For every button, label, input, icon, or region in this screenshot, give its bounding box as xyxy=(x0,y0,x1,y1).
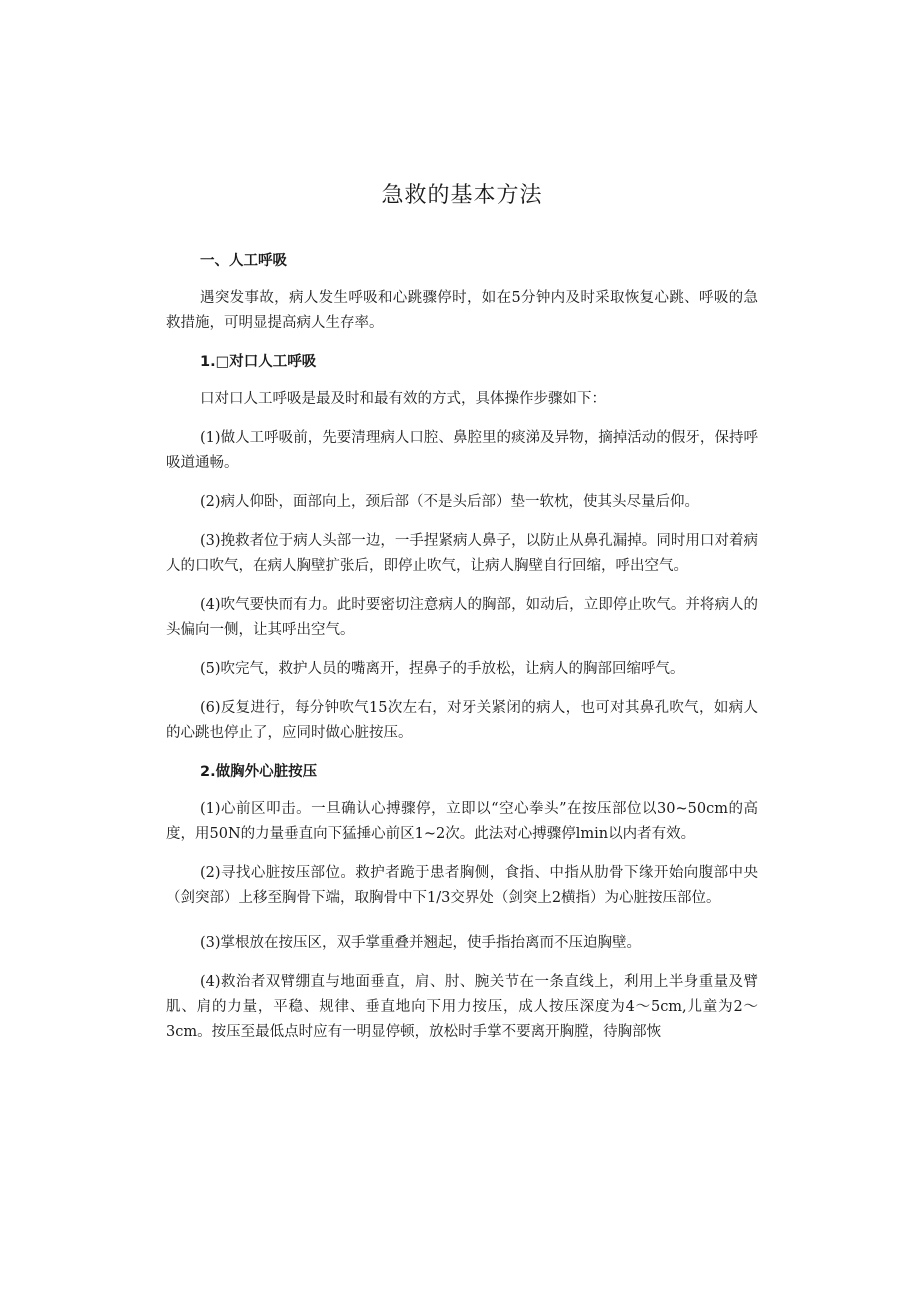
section-heading-artificial-respiration: 一、人工呼吸 xyxy=(200,253,287,269)
subsection-heading-mouth-to-mouth: 1.□对口人工呼吸 xyxy=(200,354,317,370)
document-title: 急救的基本方法 xyxy=(381,183,543,208)
subsection-intro-paragraph: 口对口人工呼吸是最及时和最有效的方式，具体操作步骤如下： xyxy=(200,391,606,407)
step-paragraph: (1)做人工呼吸前，先要清理病人口腔、鼻腔里的痰涕及异物，摘掉活动的假牙，保持呼吸道通畅。 xyxy=(166,430,758,471)
step-paragraph: (3)掌根放在按压区，双手掌重叠并翘起，使手指抬离而不压迫胸壁。 xyxy=(200,935,642,951)
step-paragraph: (2)病人仰卧，面部向上，颈后部（不是头后部）垫一软枕，使其头尽量后仰。 xyxy=(200,494,700,510)
subsection-heading-chest-compression: 2.做胸外心脏按压 xyxy=(200,764,318,780)
step-paragraph: (6)反复进行，每分钟吹气15次左右，对牙关紧闭的病人，也可对其鼻孔吹气，如病人的心跳也停止了，应同时做心脏按压。 xyxy=(166,700,758,741)
step-paragraph: (1)心前区叩击。一旦确认心搏骤停，立即以“空心拳头”在按压部位以30~50cm的高度，用50N的力量垂直向下猛捶心前区1~2次。此法对心搏骤停lmin以内者有效。 xyxy=(166,801,758,842)
section-intro-paragraph: 遇突发事故，病人发生呼吸和心跳骤停时，如在5分钟内及时采取恢复心跳、呼吸的急救措施，可明显提高病人生存率。 xyxy=(166,290,758,331)
document-content xyxy=(166,178,758,1059)
step-paragraph: (3)挽救者位于病人头部一边，一手捏紧病人鼻子，以防止从鼻孔漏掉。同时用口对着病人的口吹气，在病人胸壁扩张后，即停止吹气，让病人胸壁自行回缩，呼出空气。 xyxy=(166,533,758,574)
step-paragraph: (2)寻找心脏按压部位。救护者跪于患者胸侧，食指、中指从肋骨下缘开始向腹部中央（剑突部）上移至胸骨下端，取胸骨中下1/3交界处（剑突上2横指）为心脏按压部位。 xyxy=(166,865,758,906)
step-paragraph: (5)吹完气，救护人员的嘴离开，捏鼻子的手放松，让病人的胸部回缩呼气。 xyxy=(200,661,685,677)
step-paragraph: (4)救治者双臂绷直与地面垂直，肩、肘、腕关节在一条直线上，利用上半身重量及臂肌、肩的力量，平稳、规律、垂直地向下用力按压，成人按压深度为4〜5cm,儿童为2〜3cm。按压至最低点时应有一明显停顿，放松时手掌不要离开胸膛，待胸部恢 xyxy=(166,974,758,1040)
step-paragraph: (4)吹气要快而有力。此时要密切注意病人的胸部，如动后，立即停止吹气。并将病人的头偏向一侧，让其呼出空气。 xyxy=(166,597,758,638)
